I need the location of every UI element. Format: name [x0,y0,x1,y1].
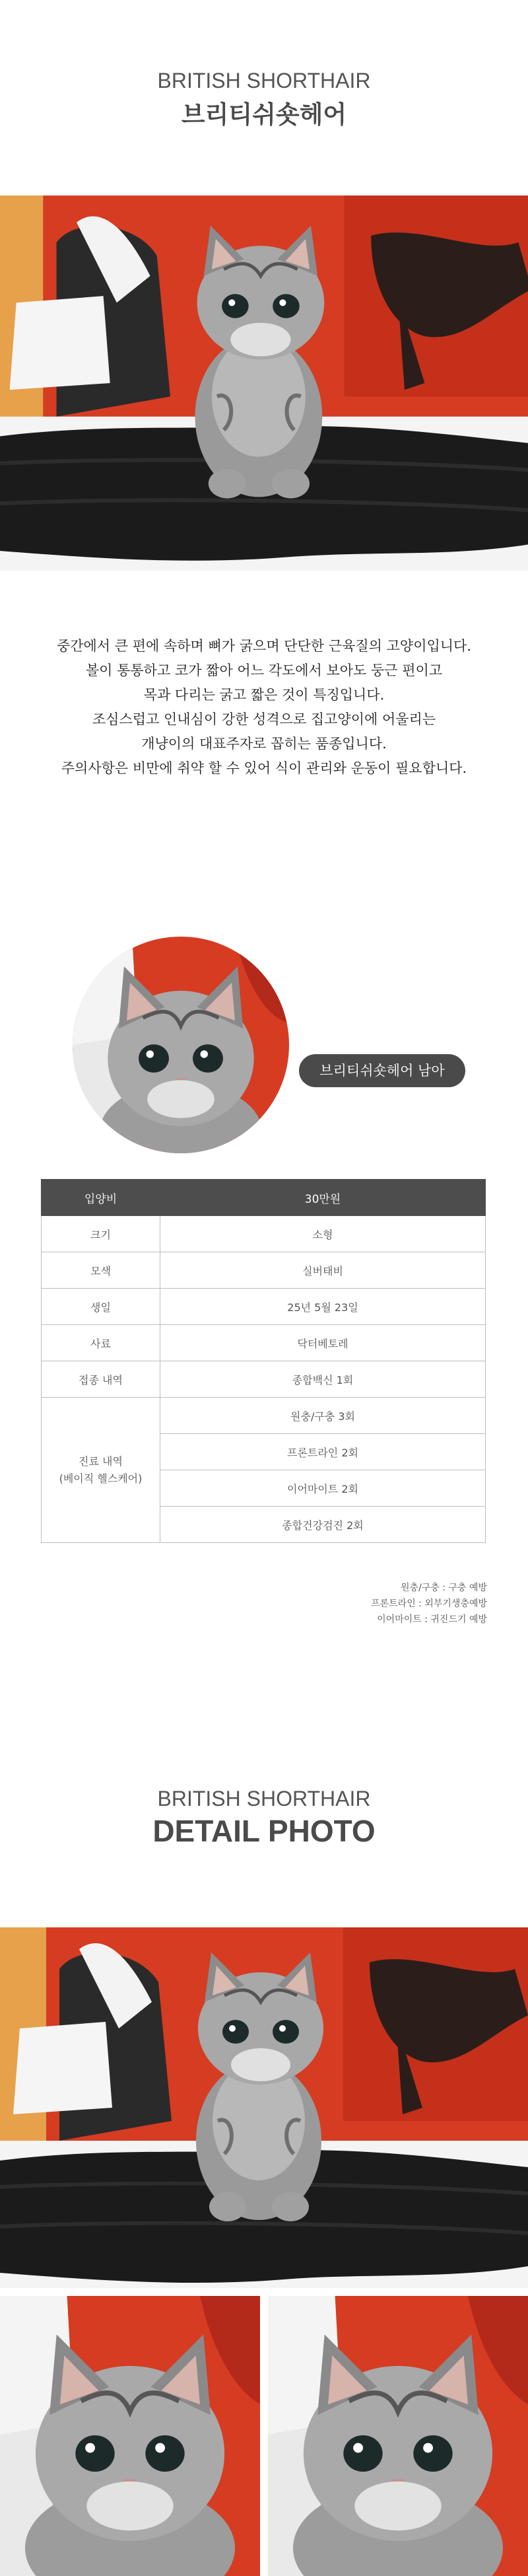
detail-photo-main [0,1927,528,2288]
care-value: 종합건강검진 2회 [160,1507,486,1543]
care-note: 이어마이트 : 귀진드기 예방 [377,1614,487,1625]
hero-photo [0,196,528,571]
description-line: 조심스럽고 인내심이 강한 성격으로 집고양이에 어울리는 [92,711,436,727]
table-row [42,1216,486,1252]
detail-photo-left [0,2296,260,2576]
care-notes [371,1580,487,1628]
description-line: 개냥이의 대표주자로 꼽히는 품종입니다. [141,736,387,752]
breed-eyebrow: BRITISH SHORTHAIR [157,69,371,92]
care-value: 이어마이트 2회 [160,1470,486,1507]
care-label-line: (베이직 헬스케어) [59,1472,143,1485]
table-row [42,1180,486,1216]
spec-label: 사료 [42,1325,160,1361]
description-line: 볼이 통통하고 코가 짧아 어느 각도에서 보아도 둥근 편이고 [85,662,443,678]
spec-label: 모색 [42,1252,160,1289]
spec-table [41,1179,486,1543]
profile-photo [73,937,289,1153]
description-line: 목과 다리는 굵고 짧은 것이 특징입니다. [143,687,385,703]
adoption-fee-value: 30만원 [160,1180,486,1216]
description-line: 중간에서 큰 편에 속하며 뼈가 굵으며 단단한 근육질의 고양이입니다. [56,638,472,654]
detail-title: DETAIL PHOTO [152,1814,376,1848]
detail-photo-right [268,2296,528,2576]
care-label-line: 진료 내역 [79,1454,123,1468]
detail-eyebrow: BRITISH SHORTHAIR [157,1787,371,1810]
breed-description [0,634,528,781]
care-label [42,1398,160,1543]
care-value: 프론트라인 2회 [160,1434,486,1470]
care-value: 원충/구충 3회 [160,1398,486,1434]
spec-value: 실버태비 [160,1252,486,1289]
description-line: 주의사항은 비만에 취약 할 수 있어 식이 관리와 운동이 필요합니다. [61,760,467,776]
spec-value: 종합백신 1회 [160,1361,486,1398]
table-row [42,1361,486,1398]
spec-label: 크기 [42,1216,160,1252]
breed-title: 브리티쉬숏헤어 [181,100,347,129]
spec-value: 소형 [160,1216,486,1252]
table-row [42,1325,486,1361]
adoption-fee-label: 입양비 [42,1180,160,1216]
table-row [42,1289,486,1325]
care-note: 원충/구충 : 구충 예방 [401,1583,487,1593]
spec-label: 생일 [42,1289,160,1325]
spec-value: 닥터베토레 [160,1325,486,1361]
table-row [42,1252,486,1289]
name-tag: 브리티쉬숏헤어 남아 [299,1054,465,1087]
care-note: 프론트라인 : 외부기생충예방 [371,1598,487,1609]
table-row [42,1398,486,1434]
spec-value: 25년 5월 23일 [160,1289,486,1325]
spec-label: 접종 내역 [42,1361,160,1398]
